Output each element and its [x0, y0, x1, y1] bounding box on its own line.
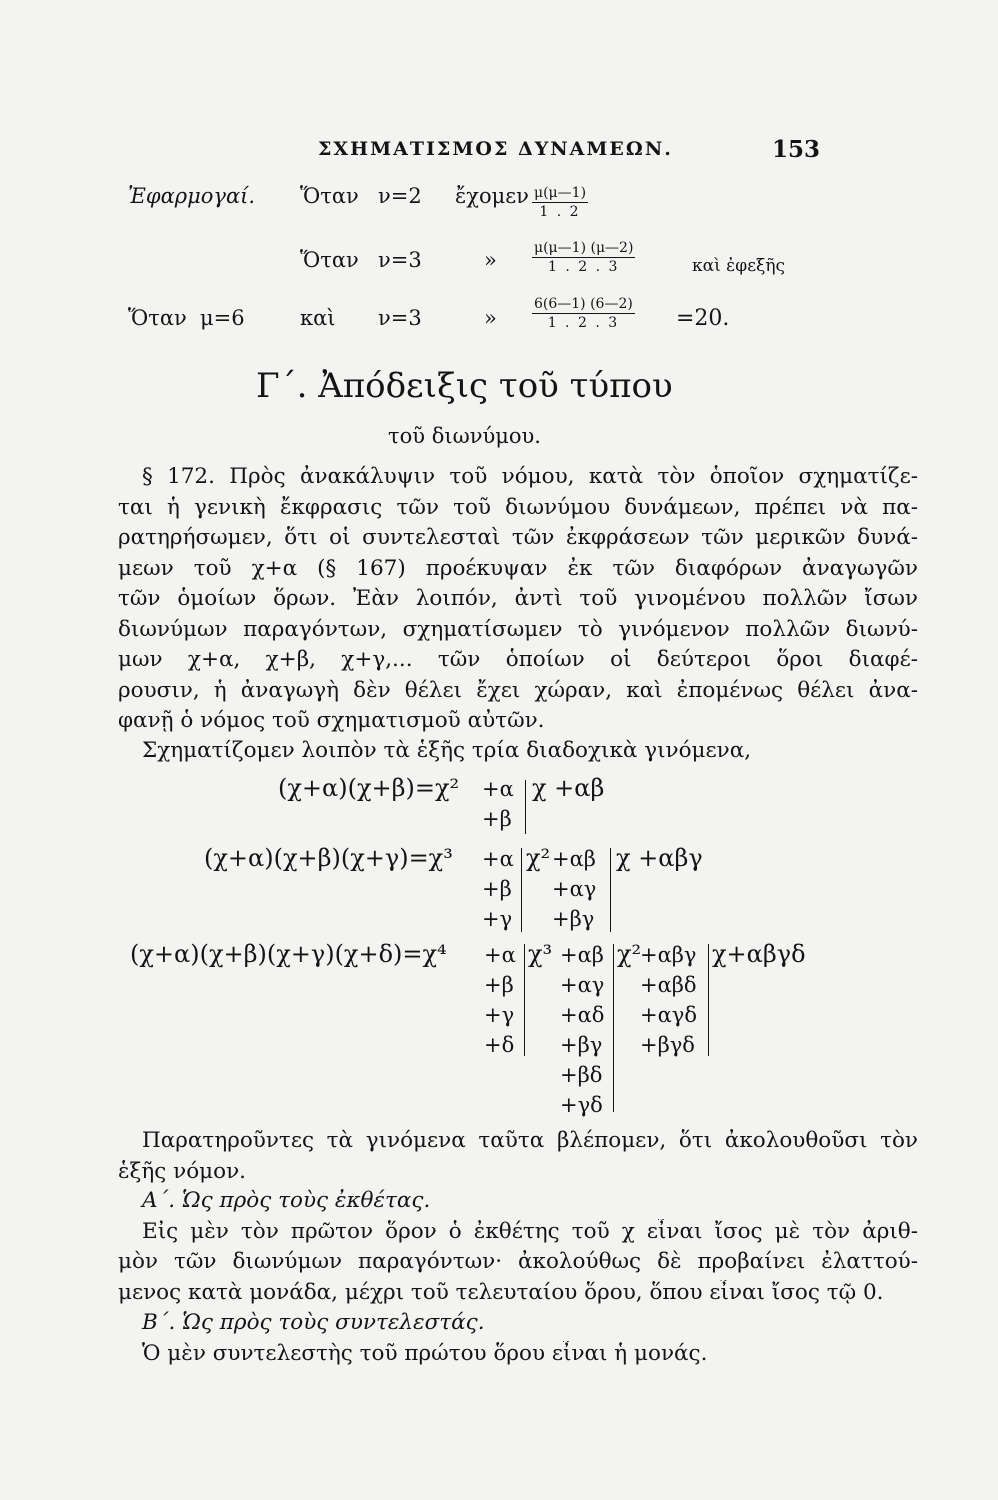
- p3-line-2: ἑξῆς νόμον.: [118, 1158, 246, 1184]
- row2-fraction: [532, 240, 635, 275]
- p3-line-1: Παρατηροῦντες τὰ γινόμενα ταῦτα βλέπομεν, ὅτι ἀκολουθοῦσι τὸν: [142, 1128, 918, 1153]
- eq2-coeff-col2: [552, 844, 596, 934]
- row1-numerator: μ(μ—1): [534, 185, 587, 201]
- eq2-term2: χ +αβγ: [616, 844, 703, 872]
- eq3-c1-3: +δ: [484, 1033, 515, 1057]
- eq3-c2-5: +γδ: [560, 1093, 603, 1117]
- row3-result: =20.: [676, 306, 730, 331]
- eq3-c1-2: +γ: [484, 1003, 515, 1027]
- p1-line-7: μων χ+α, χ+β, χ+γ,... τῶν ὁποίων οἱ δεύτεροι ὅροι διαφέ-: [118, 647, 918, 672]
- eq3-term2: χ²: [617, 940, 642, 968]
- row2-tail: καὶ ἐφεξῆς: [692, 256, 786, 276]
- applications-label: Ἐφαρμογαί.: [128, 184, 256, 208]
- p1-line-6: διωνύμων παραγόντων, σχηματίσωμεν τὸ γινόμενον πολλῶν διωνύ-: [118, 616, 918, 642]
- row3-cond: ν=3: [378, 306, 422, 330]
- eq1-c1-1: +β: [482, 807, 512, 831]
- eq3-lhs: (χ+α)(χ+β)(χ+γ)(χ+δ)=χ⁴: [130, 940, 447, 968]
- rule-a-label: Α΄. Ὡς πρὸς τοὺς ἐκθέτας.: [142, 1188, 431, 1213]
- row3-and: καὶ: [300, 306, 336, 330]
- eq3-c3-2: +αγδ: [640, 1003, 697, 1027]
- row2-ditto: »: [484, 248, 497, 272]
- eq2-lhs: (χ+α)(χ+β)(χ+γ)=χ³: [204, 844, 453, 872]
- row1-cond: ν=2: [378, 184, 422, 208]
- p1-line-3: ρατηρήσωμεν, ὅτι οἱ συντελεσταὶ τῶν ἐκφράσεων τῶν μερικῶν δυνά-: [118, 525, 918, 550]
- eq2-c2-0: +αβ: [552, 847, 596, 871]
- row1-when: Ὅταν: [300, 184, 359, 208]
- rule-a-line-1: Εἰς μὲν τὸν πρῶτον ὅρον ὁ ἐκθέτης τοῦ χ εἶναι ἴσος μὲ τὸν ἀριθ-: [142, 1218, 918, 1244]
- running-header: [0, 136, 998, 166]
- eq1-divider: [525, 780, 526, 834]
- eq2-c1-2: +γ: [482, 907, 513, 931]
- eq2-divider-1: [521, 848, 522, 932]
- p1-line-4: μεων τοῦ χ+α (§ 167) προέκυψαν ἐκ τῶν διαφόρων ἀναγωγῶν: [118, 555, 918, 581]
- eq1-term1: χ +αβ: [532, 774, 605, 802]
- eq2-c1-1: +β: [482, 877, 512, 901]
- rule-a: [118, 1188, 918, 1310]
- paragraph-172: [118, 464, 918, 739]
- p1-line-2: ται ἡ γενικὴ ἔκφρασις τῶν τοῦ διωνύμου δυνάμεων, πρέπει νὰ πα-: [118, 494, 918, 520]
- eq2-coeff-col1: [482, 844, 514, 934]
- section-heading: Γ΄. Ἀπόδειξις τοῦ τύπου: [256, 366, 673, 406]
- eq1-coeff-col1: [482, 774, 514, 834]
- row2-numerator: μ(μ—1) (μ—2): [534, 240, 634, 256]
- paragraph-observation: [118, 1128, 918, 1189]
- eq3-term3: χ+αβγδ: [712, 940, 806, 968]
- eq3-c2-3: +βγ: [560, 1033, 603, 1057]
- eq2-term1: χ²: [526, 844, 551, 872]
- eq2-c1-0: +α: [482, 847, 514, 871]
- eq3-c3-0: +αβγ: [640, 943, 697, 967]
- eq3-coeff-col2: [560, 940, 604, 1120]
- rule-b: [118, 1310, 918, 1371]
- p1-line-8: ρουσιν, ἡ ἀναγωγὴ δὲν θέλει ἔχει χώραν, καὶ ἐπομένως θέλει ἀνα-: [118, 677, 918, 703]
- eq3-c3-3: +βγδ: [640, 1033, 695, 1057]
- p2-line: Σχηματίζομεν λοιπὸν τὰ ἑξῆς τρία διαδοχικὰ γινόμενα,: [142, 738, 752, 763]
- eq1-lhs: (χ+α)(χ+β)=χ²: [278, 774, 460, 802]
- rule-a-line-3: μενος κατὰ μονάδα, μέχρι τοῦ τελευταίου ὅρου, ὅπου εἶναι ἴσος τῷ 0.: [118, 1279, 884, 1305]
- row3-mu: μ=6: [200, 306, 245, 330]
- eq3-c2-0: +αβ: [560, 943, 604, 967]
- eq3-c1-1: +β: [484, 973, 514, 997]
- section-subheading: τοῦ διωνύμου.: [388, 424, 541, 448]
- eq3-c1-0: +α: [484, 943, 516, 967]
- row1-denominator: 1 . 2: [539, 204, 581, 220]
- rule-b-line-1: Ὁ μὲν συντελεστὴς τοῦ πρώτου ὅρου εἶναι ἡ μονάς.: [142, 1340, 708, 1366]
- row1-fraction: [532, 185, 588, 220]
- eq3-divider-2: [613, 944, 614, 1112]
- eq3-c3-1: +αβδ: [640, 973, 697, 997]
- eq3-term1: χ³: [528, 940, 553, 968]
- eq3-divider-3: [708, 944, 709, 1056]
- p1-line-1: § 172. Πρὸς ἀνακάλυψιν τοῦ νόμου, κατὰ τὸν ὁποῖον σχηματίζε-: [142, 464, 918, 489]
- rule-b-label: Β΄. Ὡς πρὸς τοὺς συντελεστάς.: [142, 1310, 485, 1335]
- page-number: 153: [772, 136, 821, 163]
- eq3-coeff-col1: [484, 940, 516, 1060]
- row3-numerator: 6(6—1) (6—2): [534, 296, 633, 312]
- p1-line-5: τῶν ὁμοίων ὅρων. Ἐὰν λοιπόν, ἀντὶ τοῦ γινομένου πολλῶν ἴσων: [118, 586, 918, 611]
- eq3-coeff-col3: [640, 940, 697, 1060]
- rule-a-line-2: μὸν τῶν διωνύμων παραγόντων· ἀκολούθως δὲ προβαίνει ἐλαττού-: [118, 1249, 918, 1274]
- row3-when: Ὅταν: [128, 306, 187, 330]
- eq3-divider-1: [524, 944, 525, 1056]
- row3-ditto: »: [484, 306, 497, 330]
- eq3-c2-4: +βδ: [560, 1063, 603, 1087]
- eq1-c1-0: +α: [482, 777, 514, 801]
- header-title: ΣΧΗΜΑΤΙΣΜΟΣ ΔΥΝΑΜΕΩΝ.: [318, 138, 673, 160]
- row2-when: Ὅταν: [300, 248, 359, 272]
- eq2-c2-2: +βγ: [552, 907, 595, 931]
- row3-denominator: 1 . 2 . 3: [547, 315, 620, 331]
- row1-verb: ἔχομεν: [455, 184, 529, 208]
- eq2-divider-2: [610, 848, 611, 932]
- row2-denominator: 1 . 2 . 3: [547, 259, 620, 275]
- eq2-c2-1: +αγ: [552, 877, 597, 901]
- eq3-c2-1: +αγ: [560, 973, 605, 997]
- paragraph-products-intro: [118, 738, 918, 769]
- row3-fraction: [532, 296, 635, 331]
- eq3-c2-2: +αδ: [560, 1003, 605, 1027]
- row2-cond: ν=3: [378, 248, 422, 272]
- p1-line-9: φανῇ ὁ νόμος τοῦ σχηματισμοῦ αὐτῶν.: [118, 708, 545, 733]
